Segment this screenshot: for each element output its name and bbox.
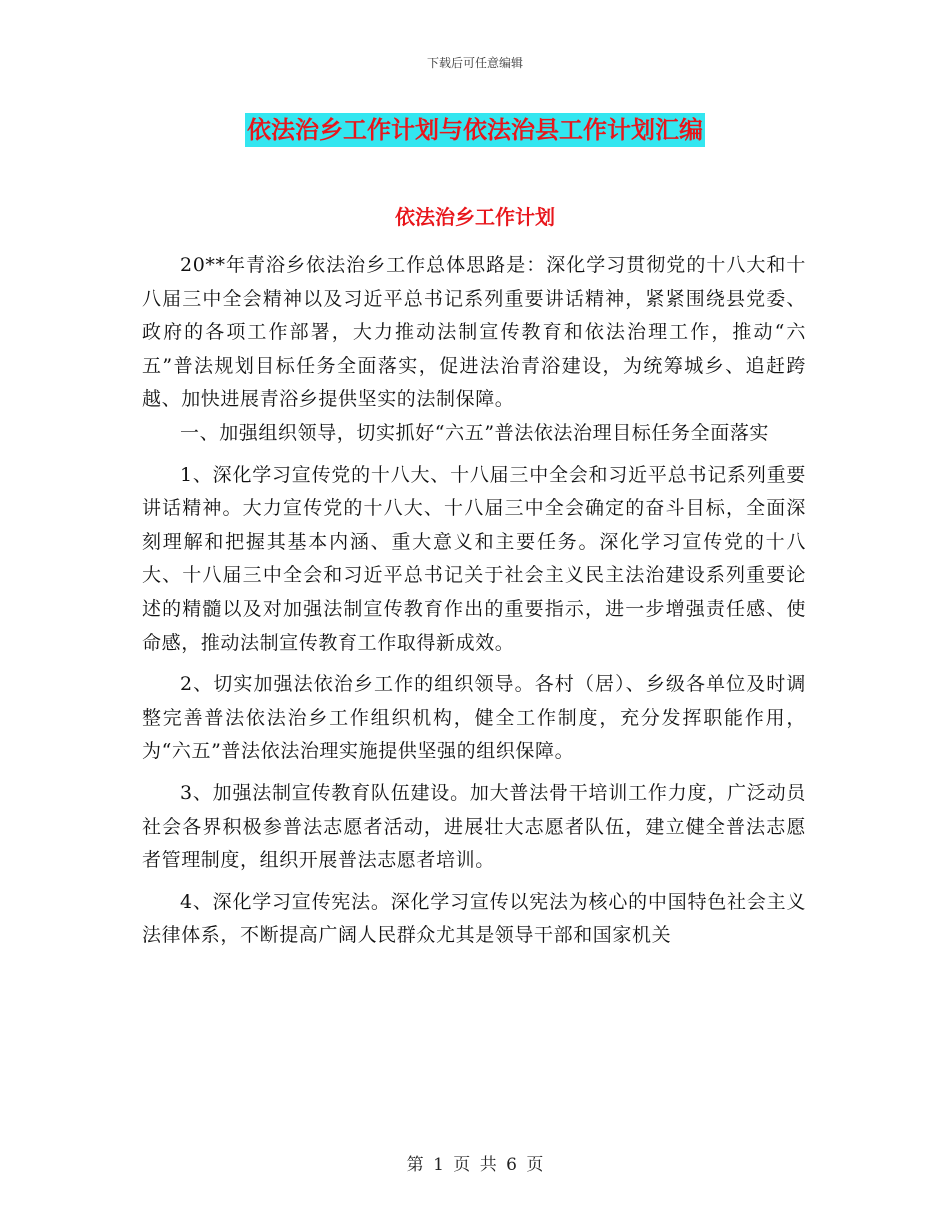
paragraph-item-4: 4、深化学习宣传宪法。深化学习宣传以宪法为核心的中国特色社会主义法律体系，不断提高广阔人民群众尤其是领导干部和国家机关 xyxy=(142,890,806,947)
page-number: 第 1 页 共 6 页 xyxy=(406,1155,544,1175)
paragraph-item-1: 1、深化学习宣传党的十八大、十八届三中全会和习近平总书记系列重要讲话精神。大力宣传党的十八大、十八届三中全会确定的奋斗目标，全面深刻理解和把握其基本内涵、重大意义和主要任务。深化学习宣传党的十八大、十八届三中全会和习近平总书记关于社会主义民主法治建设系列重要论述的精髓以及对加强法制宣传教育作出的重要指示，进一步增强责任感、使命感，推动法制宣传教育工作取得新成效。 xyxy=(142,463,806,654)
page-header-note: 下载后可任意编辑 xyxy=(426,56,523,70)
paragraph-heading-1: 一、加强组织领导，切实抓好“六五”普法依法治理目标任务全面落实 xyxy=(180,421,770,444)
paragraph-intro: 20**年青浴乡依法治乡工作总体思路是：深化学习贯彻党的十八大和十八届三中全会精神以及习近平总书记系列重要讲话精神，紧紧围绕县党委、政府的各项工作部署，大力推动法制宣传教育和依法治理工作，推动“六五”普法规划目标任务全面落实，促进法治青浴建设，为统筹城乡、追赶跨越、加快进展青浴乡提供坚实的法制保障。 xyxy=(142,254,806,411)
document-title-container xyxy=(0,113,950,147)
paragraph-item-2: 2、切实加强法依治乡工作的组织领导。各村（居）、乡级各单位及时调整完善普法依法治乡工作组织机构，健全工作制度，充分发挥职能作用，为“六五”普法依法治理实施提供坚强的组织保障。 xyxy=(142,673,806,763)
section-title: 依法治乡工作计划 xyxy=(395,205,555,229)
document-body xyxy=(142,249,806,953)
document-title: 依法治乡工作计划与依法治县工作计划汇编 xyxy=(245,113,705,147)
paragraph-item-3: 3、加强法制宣传教育队伍建设。加大普法骨干培训工作力度，广泛动员社会各界积极参普法志愿者活动，进展壮大志愿者队伍，建立健全普法志愿者管理制度，组织开展普法志愿者培训。 xyxy=(142,781,806,872)
